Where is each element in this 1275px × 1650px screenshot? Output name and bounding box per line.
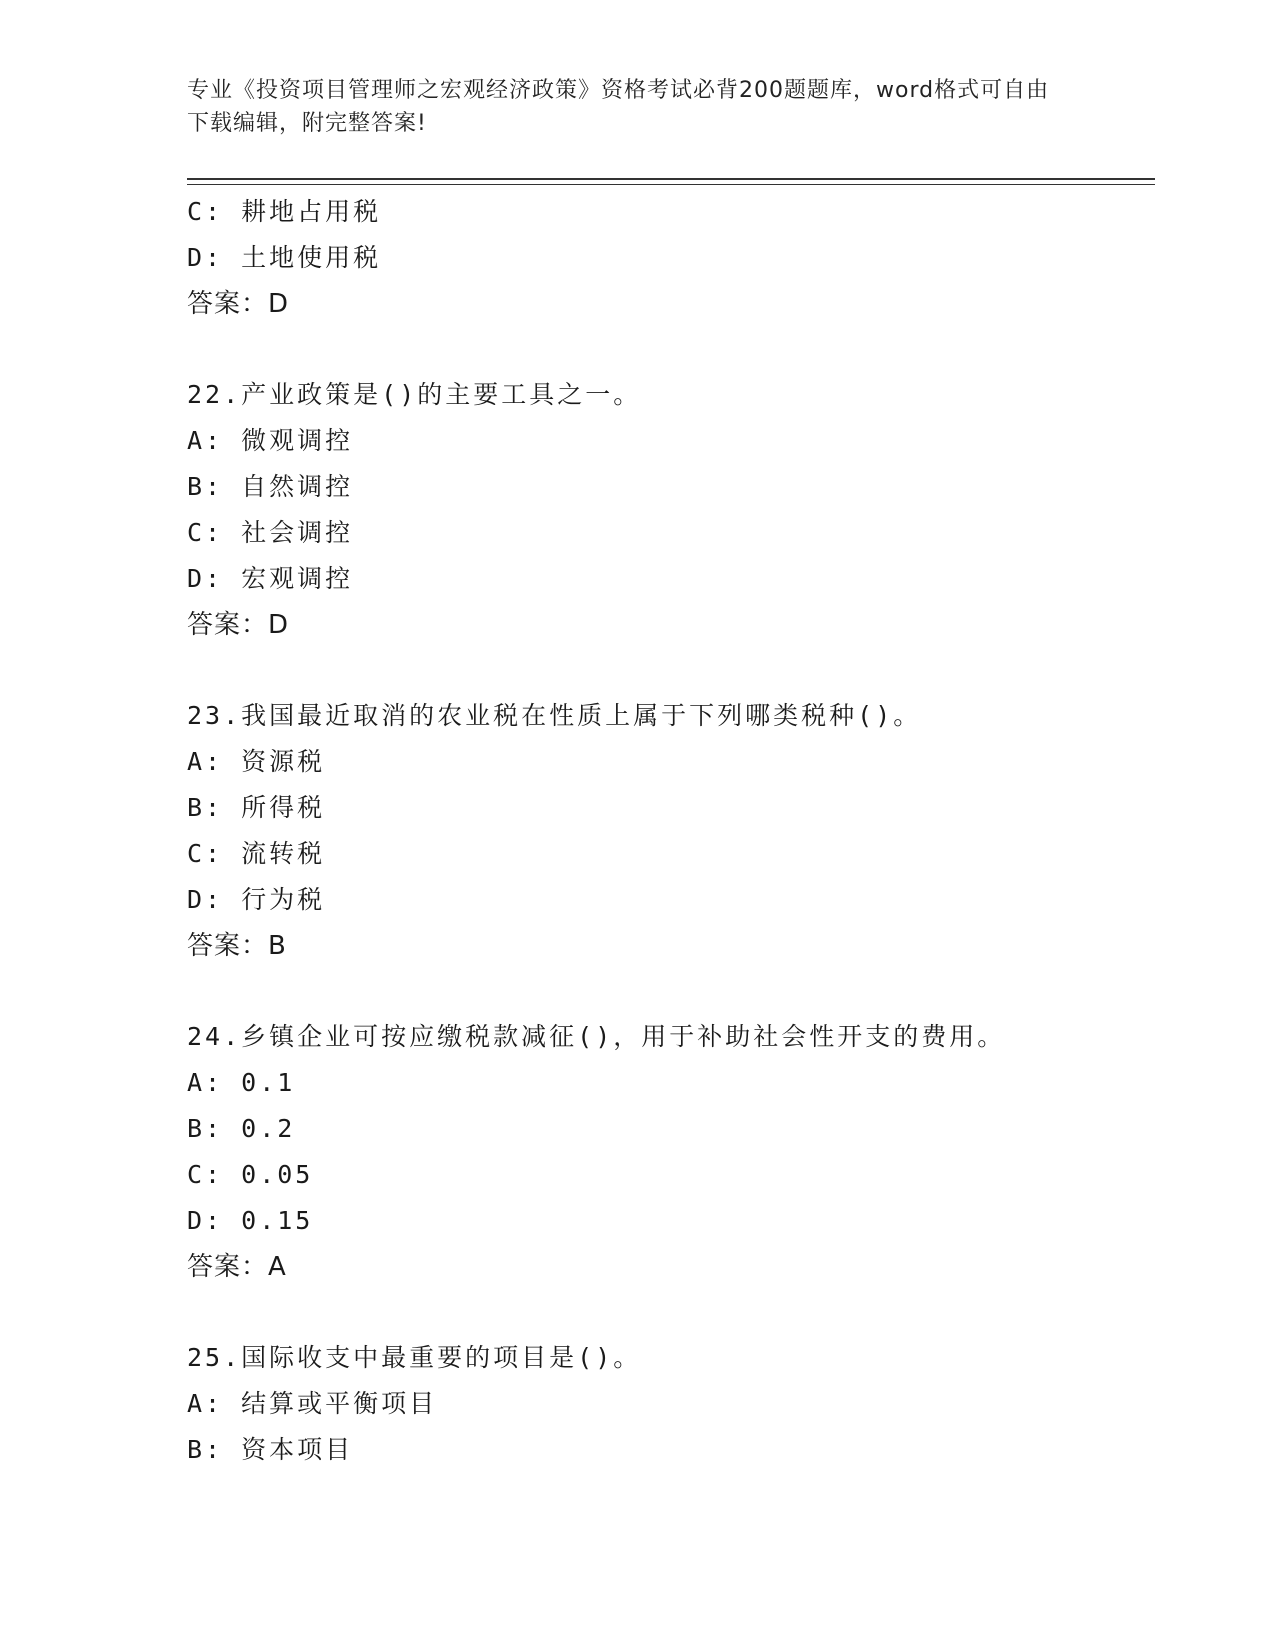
question-25 bbox=[187, 1335, 1147, 1473]
answer-line: 答案：D bbox=[187, 610, 290, 640]
header-divider-thick bbox=[187, 178, 1155, 180]
answer-line: 答案：B bbox=[187, 931, 287, 961]
header-divider-thin bbox=[187, 184, 1155, 185]
question-stem: 24.乡镇企业可按应缴税款减征()，用于补助社会性开支的费用。 bbox=[187, 1022, 1006, 1051]
question-21-continued bbox=[187, 189, 1147, 327]
option-b: B: 自然调控 bbox=[187, 472, 354, 501]
option-b: B: 0.2 bbox=[187, 1114, 296, 1143]
option-c: C: 流转税 bbox=[187, 839, 326, 868]
question-stem: 23.我国最近取消的农业税在性质上属于下列哪类税种()。 bbox=[187, 701, 922, 730]
document-title: 专业《投资项目管理师之宏观经济政策》资格考试必背200题题库，word格式可自由下载编辑，附完整答案! bbox=[187, 78, 1050, 136]
question-22 bbox=[187, 372, 1147, 648]
option-b: B: 资本项目 bbox=[187, 1435, 354, 1464]
question-spacer bbox=[187, 327, 1147, 372]
answer-line: 答案：A bbox=[187, 1252, 287, 1282]
answer-line: 答案：D bbox=[187, 289, 290, 319]
option-a: A: 资源税 bbox=[187, 747, 326, 776]
option-c: C: 0.05 bbox=[187, 1160, 314, 1189]
question-spacer bbox=[187, 1290, 1147, 1335]
document-header bbox=[187, 74, 1067, 140]
option-a: A: 0.1 bbox=[187, 1068, 296, 1097]
option-d: D: 宏观调控 bbox=[187, 564, 354, 593]
question-spacer bbox=[187, 648, 1147, 693]
question-list bbox=[187, 189, 1147, 1473]
option-c: C: 耕地占用税 bbox=[187, 197, 382, 226]
option-c: C: 社会调控 bbox=[187, 518, 354, 547]
option-d: D: 土地使用税 bbox=[187, 243, 382, 272]
option-d: D: 行为税 bbox=[187, 885, 326, 914]
question-24 bbox=[187, 1014, 1147, 1290]
option-a: A: 结算或平衡项目 bbox=[187, 1389, 438, 1418]
question-23 bbox=[187, 693, 1147, 969]
option-d: D: 0.15 bbox=[187, 1206, 314, 1235]
option-b: B: 所得税 bbox=[187, 793, 326, 822]
question-stem: 22.产业政策是()的主要工具之一。 bbox=[187, 380, 642, 409]
question-stem: 25.国际收支中最重要的项目是()。 bbox=[187, 1343, 642, 1372]
option-a: A: 微观调控 bbox=[187, 426, 354, 455]
question-spacer bbox=[187, 969, 1147, 1014]
